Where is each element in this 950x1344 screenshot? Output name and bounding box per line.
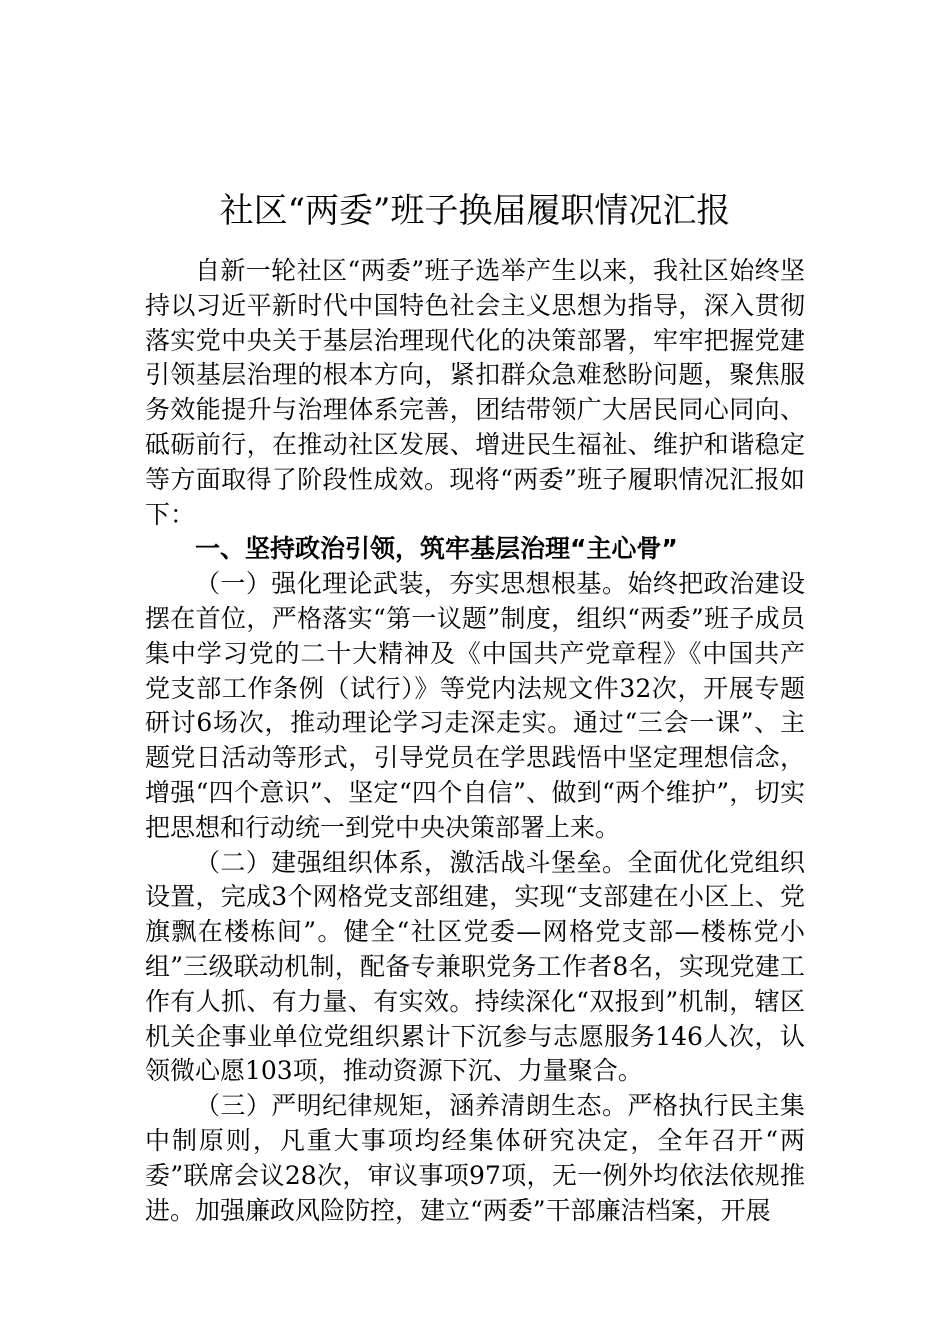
paragraph-organization-system: （二）建强组织体系，激活战斗堡垒。全面优化党组织设置，完成3个网格党支部组建，实现“支部建在小区上、党旗飘在楼栋间”。健全“社区党委—网格党支部—楼栋党小组”三级联动机制，配备专兼职党务工作者8名，实现党建工作有人抓、有力量、有实效。持续深化“双报到”机制，辖区机关企事业单位党组织累计下沉参与志愿服务146人次，认领微心愿103项，推动资源下沉、力量聚合。 [145, 847, 805, 1086]
section-heading-1: 一、坚持政治引领，筑牢基层治理“主心骨” [195, 534, 678, 564]
document-body [145, 254, 805, 1228]
paragraph-theory-study: （一）强化理论武装，夯实思想根基。始终把政治建设摆在首位，严格落实“第一议题”制度，组织“两委”班子成员集中学习党的二十大精神及《中国共产党章程》《中国共产党支部工作条例（试行）》等党内法规文件32次，开展专题研讨6场次，推动理论学习走深走实。通过“三会一课”、主题党日活动等形式，引导党员在学思践悟中坚定理想信念，增强“四个意识”、坚定“四个自信”、做到“两个维护”，切实把思想和行动统一到党中央决策部署上来。 [145, 569, 805, 842]
document-title: 社区“两委”班子换届履职情况汇报 [219, 190, 731, 231]
paragraph-discipline-rules: （三）严明纪律规矩，涵养清朗生态。严格执行民主集中制原则，凡重大事项均经集体研究决定，全年召开“两委”联席会议28次，审议事项97项，无一例外均依法依规推进。加强廉政风险防控，建立“两委”干部廉洁档案，开展 [145, 1091, 805, 1225]
intro-paragraph: 自新一轮社区“两委”班子选举产生以来，我社区始终坚持以习近平新时代中国特色社会主义思想为指导，深入贯彻落实党中央关于基层治理现代化的决策部署，牢牢把握党建引领基层治理的根本方向，紧扣群众急难愁盼问题，聚焦服务效能提升与治理体系完善，团结带领广大居民同心同向、砥砺前行，在推动社区发展、增进民生福祉、维护和谐稳定等方面取得了阶段性成效。现将“两委”班子履职情况汇报如下： [145, 256, 805, 529]
